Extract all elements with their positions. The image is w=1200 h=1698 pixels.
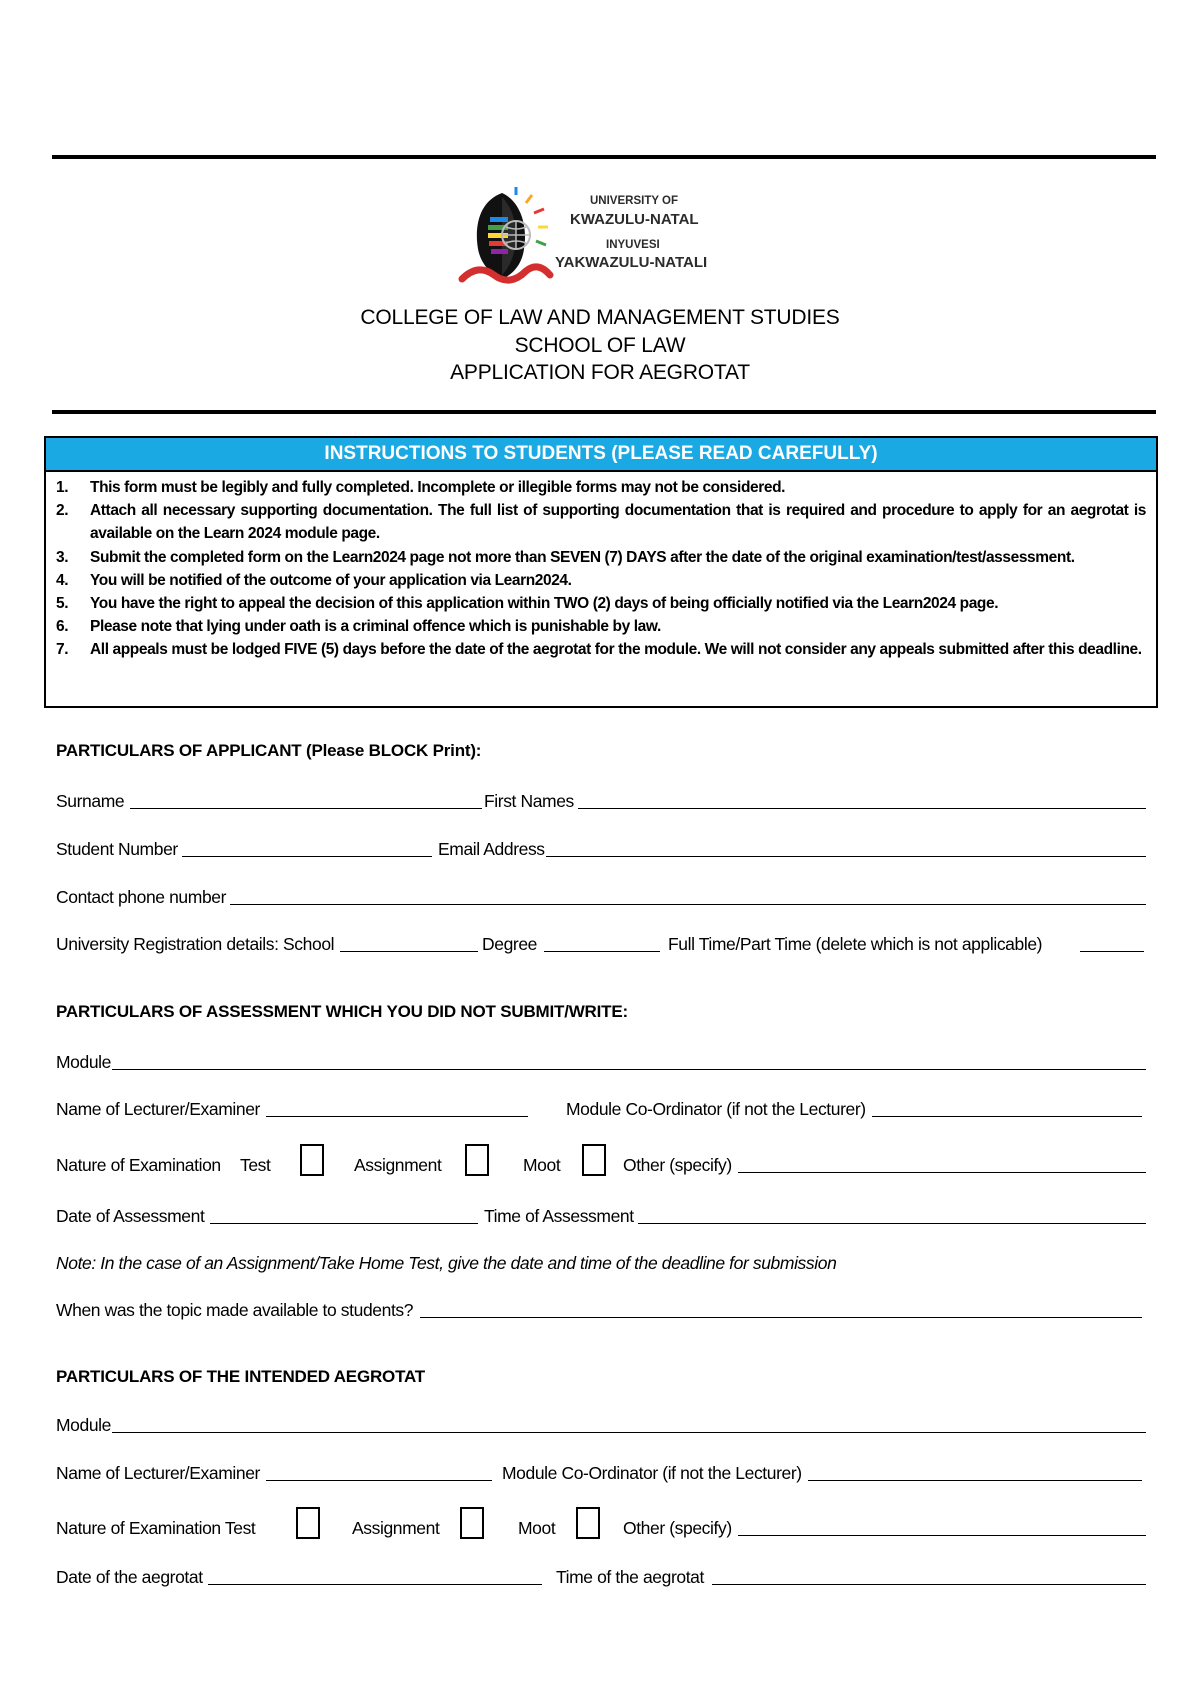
assessment-heading: PARTICULARS OF ASSESSMENT WHICH YOU DID NOT SUBMIT/WRITE: [56, 1002, 628, 1021]
coordinator-field[interactable] [872, 1096, 1142, 1117]
instruction-text: All appeals must be lodged FIVE (5) days before the date of the aegrotat for the module. We will not consider any appeals submitted after this deadline. [90, 641, 1142, 659]
aegrotat-module-row [56, 1412, 1146, 1438]
instruction-text: Submit the completed form on the Learn2024 page not more than SEVEN (7) DAYS after the date of the original examination/test/assessment. [90, 548, 1075, 566]
assignment-label: Assignment [354, 1155, 442, 1175]
time-label: Time of Assessment [484, 1206, 634, 1226]
module-field[interactable] [112, 1049, 1146, 1070]
form-title: APPLICATION FOR AEGROTAT [450, 361, 750, 384]
degree-label: Degree [482, 934, 537, 954]
college-title: COLLEGE OF LAW AND MANAGEMENT STUDIES [360, 306, 840, 329]
instructions-box [44, 436, 1158, 708]
instruction-text: Attach all necessary supporting documentation. The full list of supporting documentation that is required and procedure to apply for an aegrotat is available on the Learn 2024 module page. [90, 502, 1146, 543]
test-label: Test [240, 1155, 271, 1175]
phone-row [56, 884, 1146, 910]
assessment-note: Note: In the case of an Assignment/Take Home Test, give the date and time of the deadline for submission [56, 1253, 837, 1273]
lecturer-label: Name of Lecturer/Examiner [56, 1099, 260, 1119]
instruction-number: 6. [56, 618, 69, 636]
aegrotat-moot-checkbox[interactable] [576, 1507, 600, 1539]
date-field[interactable] [210, 1203, 478, 1224]
school-field[interactable] [340, 931, 478, 952]
first-names-label: First Names [484, 791, 574, 811]
moot-label: Moot [523, 1155, 561, 1175]
aegrotat-assignment-checkbox[interactable] [460, 1507, 484, 1539]
date-label: Date of Assessment [56, 1206, 205, 1226]
applicant-heading: PARTICULARS OF APPLICANT (Please BLOCK Print): [56, 741, 482, 760]
topic-label: When was the topic made available to students? [56, 1300, 414, 1320]
form-titles [0, 304, 1200, 387]
instruction-number: 7. [56, 641, 69, 659]
surname-label: Surname [56, 791, 125, 811]
assessment-nature-row [56, 1152, 1146, 1178]
aegrotat-other-label: Other (specify) [623, 1518, 732, 1538]
topic-row [56, 1297, 1146, 1323]
aegrotat-coordinator-label: Module Co-Ordinator (if not the Lecturer) [502, 1463, 802, 1483]
email-field[interactable] [546, 836, 1146, 857]
nature-label: Nature of Examination [56, 1155, 221, 1175]
other-field[interactable] [738, 1152, 1146, 1173]
surname-row [56, 788, 1146, 814]
instruction-number: 5. [56, 595, 69, 613]
instruction-item [46, 546, 1156, 569]
top-rule [52, 155, 1156, 159]
student-number-field[interactable] [182, 836, 432, 857]
aegrotat-heading: PARTICULARS OF THE INTENDED AEGROTAT [56, 1367, 425, 1386]
aegrotat-nature-row [56, 1515, 1146, 1541]
title-rule [52, 410, 1156, 414]
aegrotat-time-field[interactable] [712, 1564, 1146, 1585]
instruction-text: You have the right to appeal the decision of this application within TWO (2) days of being officially notified via the Learn2024 page. [90, 595, 999, 613]
student-number-label: Student Number [56, 839, 178, 859]
aegrotat-lecturer-label: Name of Lecturer/Examiner [56, 1463, 260, 1483]
fulltime-label: Full Time/Part Time (delete which is not applicable) [668, 934, 1043, 954]
instruction-number: 4. [56, 571, 69, 589]
aegrotat-nature-label: Nature of Examination Test [56, 1518, 256, 1538]
email-label: Email Address [438, 839, 545, 859]
logo-line-1: UNIVERSITY OF [590, 195, 678, 207]
instruction-number: 3. [56, 548, 69, 566]
aegrotat-date-row [56, 1564, 1146, 1590]
instruction-text: Please note that lying under oath is a criminal offence which is punishable by law. [90, 618, 661, 636]
fulltime-field[interactable] [1080, 931, 1144, 952]
degree-field[interactable] [544, 931, 660, 952]
first-names-field[interactable] [578, 788, 1146, 809]
phone-label: Contact phone number [56, 887, 227, 907]
logo-line-4: YAKWAZULU-NATALI [555, 254, 708, 271]
aegrotat-date-field[interactable] [208, 1564, 542, 1585]
test-checkbox[interactable] [300, 1144, 324, 1176]
surname-field[interactable] [130, 788, 482, 809]
instruction-number: 1. [56, 479, 69, 496]
instruction-item [46, 592, 1156, 615]
phone-field[interactable] [230, 884, 1146, 905]
instructions-heading: INSTRUCTIONS TO STUDENTS (PLEASE READ CAREFULLY) [46, 438, 1156, 472]
other-label: Other (specify) [623, 1155, 732, 1175]
instruction-number: 2. [56, 502, 69, 520]
instruction-item [46, 499, 1156, 545]
coordinator-label: Module Co-Ordinator (if not the Lecturer) [566, 1099, 866, 1119]
instruction-item [46, 569, 1156, 592]
logo-line-2: KWAZULU-NATAL [570, 211, 699, 228]
aegrotat-date-label: Date of the aegrotat [56, 1567, 203, 1587]
assessment-date-row [56, 1203, 1146, 1229]
logo-line-3: INYUVESI [606, 239, 660, 251]
aegrotat-time-label: Time of the aegrotat [556, 1567, 704, 1587]
moot-checkbox[interactable] [582, 1144, 606, 1176]
aegrotat-test-checkbox[interactable] [296, 1507, 320, 1539]
instruction-item [46, 615, 1156, 638]
aegrotat-module-field[interactable] [112, 1412, 1146, 1433]
aegrotat-lecturer-row [56, 1460, 1146, 1486]
instructions-list [46, 476, 1156, 662]
student-number-row [56, 836, 1146, 862]
assessment-lecturer-row [56, 1096, 1146, 1122]
school-title: SCHOOL OF LAW [514, 333, 686, 357]
topic-field[interactable] [420, 1297, 1142, 1318]
assessment-module-row [56, 1049, 1146, 1075]
school-label: University Registration details: School [56, 934, 335, 954]
instruction-item [46, 638, 1156, 661]
lecturer-field[interactable] [266, 1096, 528, 1117]
aegrotat-module-label: Module [56, 1415, 111, 1435]
aegrotat-other-field[interactable] [738, 1515, 1146, 1536]
module-label: Module [56, 1052, 111, 1072]
instruction-text: You will be notified of the outcome of your application via Learn2024. [90, 571, 572, 589]
instruction-item [46, 476, 1156, 499]
registration-row [56, 931, 1146, 957]
assignment-checkbox[interactable] [465, 1144, 489, 1176]
aegrotat-lecturer-field[interactable] [266, 1460, 492, 1481]
aegrotat-moot-label: Moot [518, 1518, 556, 1538]
aegrotat-assignment-label: Assignment [352, 1518, 440, 1538]
instruction-text: This form must be legibly and fully completed. Incomplete or illegible forms may not be considered. [90, 479, 786, 496]
time-field[interactable] [638, 1203, 1146, 1224]
aegrotat-coordinator-field[interactable] [808, 1460, 1142, 1481]
